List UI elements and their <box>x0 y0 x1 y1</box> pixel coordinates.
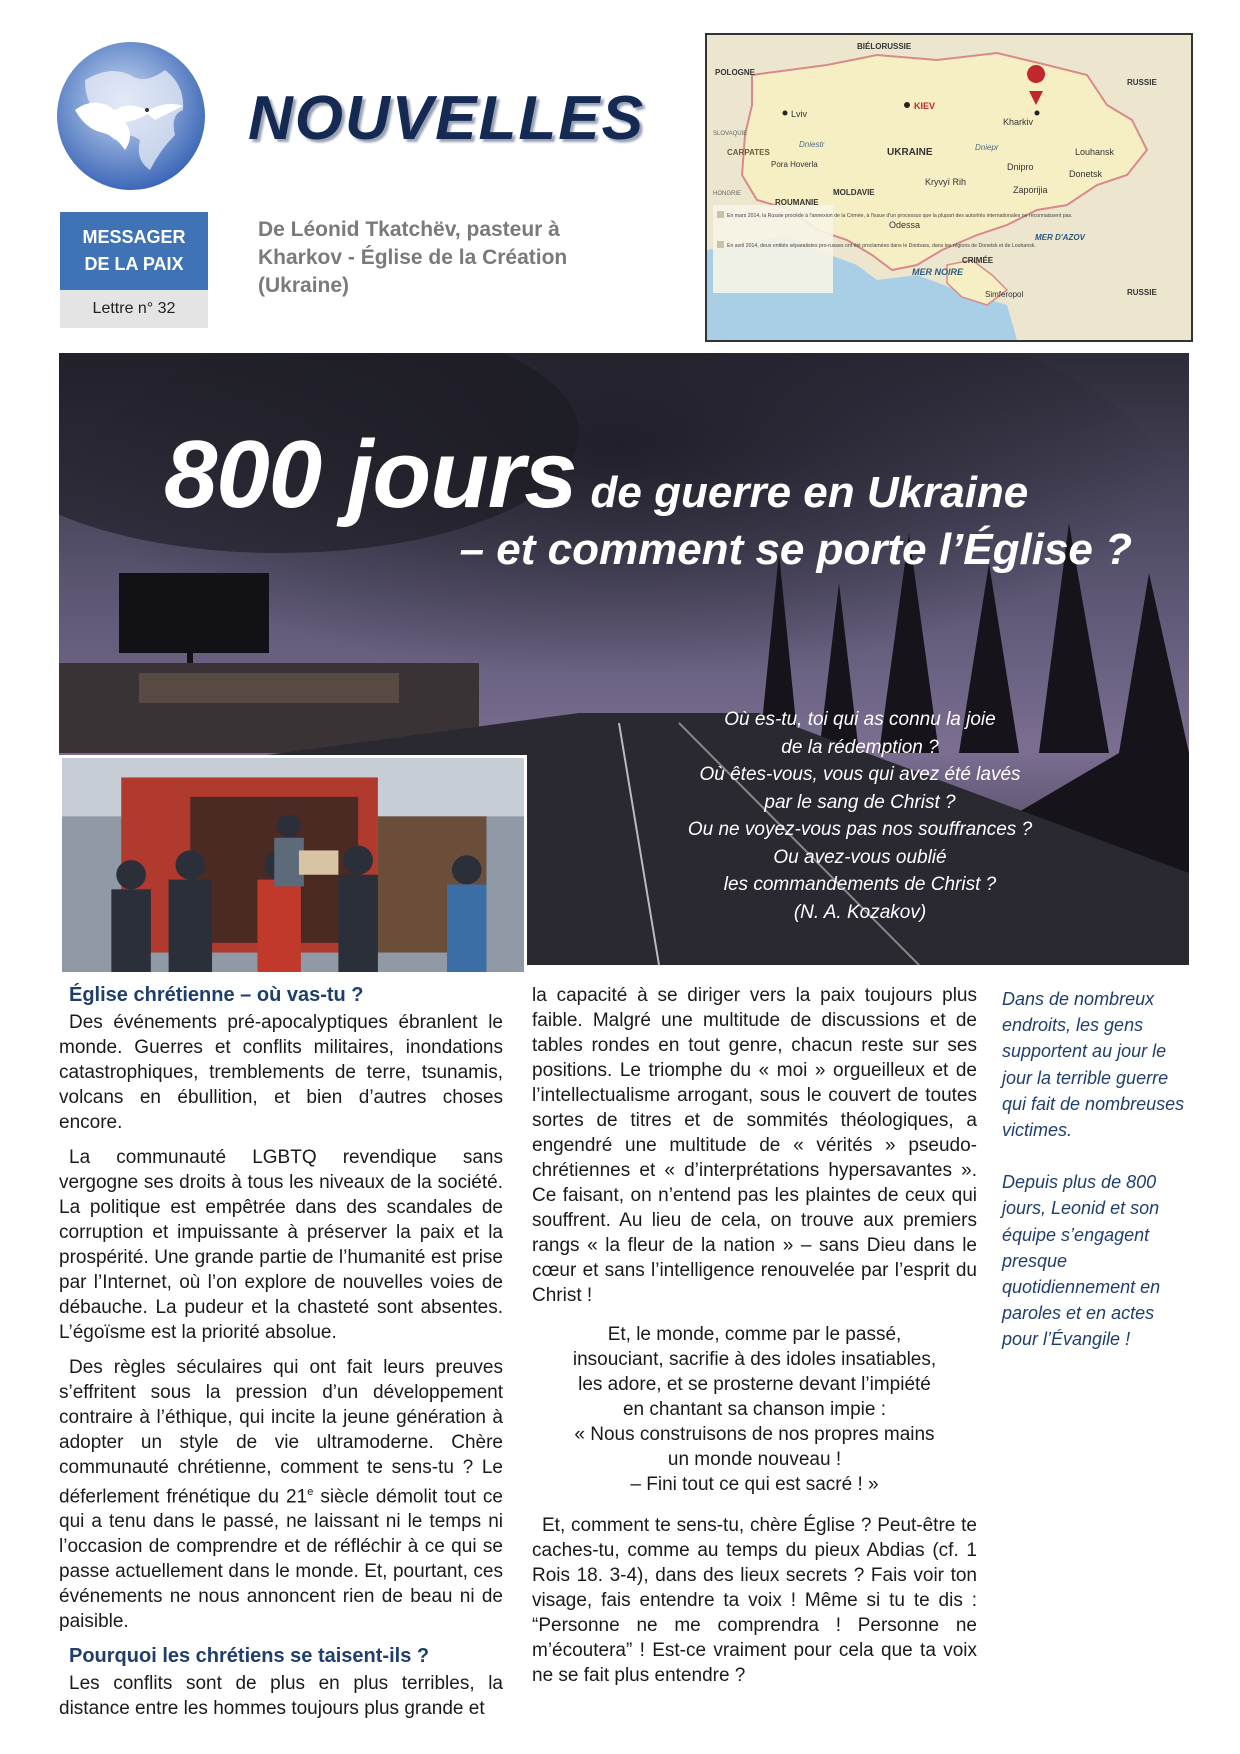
headline-big: 800 jours <box>164 421 577 528</box>
poem-line: Ou ne voyez-vous pas nos souffrances ? <box>687 819 1033 840</box>
article-column-1 <box>59 983 503 1731</box>
sidebar-note <box>1002 986 1192 1379</box>
poem-attribution: (N. A. Kozakov) <box>793 901 927 923</box>
map-label-roumanie: ROUMANIE <box>775 198 819 207</box>
ukraine-map <box>705 33 1193 342</box>
newsletter-title: NOUVELLES <box>248 84 645 153</box>
map-label-zaporijia: Zaporijia <box>1013 185 1048 195</box>
map-label-slovaquie: SLOVAQUIE <box>713 131 748 137</box>
letter-number: Lettre n° 32 <box>60 290 208 328</box>
headline-line-2: – et comment se porte l’Église ? <box>459 525 1132 574</box>
map-label-hoverla: Pora Hoverla <box>771 160 818 169</box>
verse-line: « Nous construisons de nos propres mains <box>574 1424 935 1445</box>
verse-line: un monde nouveau ! <box>667 1449 842 1470</box>
paragraph <box>59 1355 503 1634</box>
ordinal-superscript: e <box>307 1486 314 1498</box>
poem-quote <box>620 706 1100 926</box>
map-label-hongrie: HONGRIE <box>713 191 742 197</box>
author-line-2: Kharkov - Église de la Création <box>258 246 568 269</box>
paragraph: Les conflits sont de plus en plus terribles, la distance entre les hommes toujours plus grande et <box>59 1673 503 1720</box>
article-column-2 <box>532 983 977 1698</box>
badge-line-2: DE LA PAIX <box>84 254 184 274</box>
map-label-pologne: POLOGNE <box>715 68 756 77</box>
verse-block <box>532 1322 977 1497</box>
map-label-ukraine: UKRAINE <box>887 147 933 158</box>
map-label-dniepr: Dniepr <box>975 143 999 152</box>
sidebar-paragraph: Depuis plus de 800 jours, Leonid et son équipe s’engagent presque quotidiennement en paroles et en actes pour l’Évangile ! <box>1002 1172 1161 1350</box>
map-label-carpates: CARPATES <box>727 148 770 157</box>
map-label-russie-north: RUSSIE <box>1127 78 1157 87</box>
author-block <box>258 216 638 300</box>
map-label-odessa: Odessa <box>889 220 921 230</box>
headline-line-1 <box>164 420 1028 530</box>
paragraph: la capacité à se diriger vers la paix toujours plus faible. Malgré une multitude de discussions et de tables rondes en tout genre, chacun reste sur ses positions. Le triomphe du « moi » orgueilleux et de l’intellectualisme arrogant, sous le couvert de toutes sortes de titres et de sommités théologiques, a engendré une multitude de « vérités » pseudo-chrétiennes et « d’interprétations hypersavantes ». Ce faisant, on n’entend pas les plaintes de ceux qui souffrent. Au lieu de cela, on trouve aux premiers rangs « la fleur de la nation » – sans Dieu dans le cœur et sans l’intelligence renouvelée par l’esprit du Christ ! <box>532 985 977 1306</box>
paragraph: Et, comment te sens-tu, chère Église ? Peut-être te caches-tu, comme au temps du pieux Abdias (cf. 1 Rois 18. 3-4), dans des lieux secrets ? Fais voir ton visage, fais entendre ta voix ! Même si tu te dis : “Personne ne me comprendra ! Personne ne m’écoutera” ! Est-ce vraiment pour cela que ta voix ne se fait plus entendre ? <box>532 1515 977 1686</box>
map-label-moldavie: MOLDAVIE <box>833 188 875 197</box>
map-label-dnipro: Dnipro <box>1007 162 1034 172</box>
poem-line: par le sang de Christ ? <box>764 791 956 813</box>
verse-line: insouciant, sacrifie à des idoles insatiables, <box>572 1349 937 1370</box>
poem-line: les commandements de Christ ? <box>723 874 997 895</box>
map-label-bielorussie: BIÉLORUSSIE <box>857 42 912 51</box>
author-line-3: (Ukraine) <box>258 274 350 297</box>
map-label-kharkiv: Kharkiv <box>1003 117 1034 127</box>
map-label-russie-south: RUSSIE <box>1127 288 1157 297</box>
poem-line: Où es-tu, toi qui as connu la joie <box>724 709 996 730</box>
paragraph-part: siècle démolit tout ce qui a tenu dans le passé, ne laissant ni le temps ni l’occasion de comprendre et de réfléchir à ce qui se passe actuellement dans le monde. Et, pourtant, ces événements ne nous annoncent rien de beau ni de paisible. <box>59 1486 503 1633</box>
map-label-simferopol: Simferopol <box>985 290 1024 299</box>
map-label-mer-azov: MER D'AZOV <box>1035 233 1085 242</box>
paragraph-part: Des règles séculaires qui ont fait leurs preuves s’effritent sous la pression d’un développement contraire à l’éthique, qui incite la jeune génération à adopter un style de vie ultramoderne. Chère communauté chrétienne, comment te sens-tu ? Le déferlement frénétique du 21 <box>59 1357 503 1508</box>
map-label-louhansk: Louhansk <box>1075 147 1115 157</box>
globe-dove-logo <box>55 40 207 192</box>
headline-small: de guerre en Ukraine <box>590 468 1029 517</box>
map-label-donetsk: Donetsk <box>1069 169 1103 179</box>
map-label-kryvyi-rih: Kryvyï Rih <box>925 177 967 187</box>
map-legend-2: En avril 2014, deux entités séparatistes pro-russes ont été proclamées dans le Donbass, dans les régions de Donetsk et de Louhansk. <box>727 243 1036 249</box>
sidebar-paragraph: Dans de nombreux endroits, les gens supportent au jour le jour la terrible guerre qui fait de nombreuses victimes. <box>1002 989 1185 1141</box>
poem-line: Ou avez-vous oublié <box>773 846 947 868</box>
map-label-kiev: KIEV <box>914 101 936 111</box>
map-label-lviv: Lviv <box>791 109 808 119</box>
verse-line: les adore, et se prosterne devant l’impiété <box>578 1374 931 1395</box>
section-heading: Église chrétienne – où vas-tu ? <box>69 984 364 1006</box>
map-label-dniestr: Dniestr <box>799 140 825 149</box>
aid-distribution-photo <box>59 755 527 975</box>
badge-line-1: MESSAGER <box>82 227 186 247</box>
map-legend-1: En mars 2014, la Russie procède à l'annexion de la Crimée, à l'issue d'un processus que la plupart des autorités internationales ne reconnaissent pas. <box>727 213 1073 219</box>
paragraph: La communauté LGBTQ revendique sans vergogne ses droits à tous les niveaux de la société. La politique est empêtrée dans des scandales de corruption et impuissante à préserver la paix et la prospérité. Une grande partie de l’humanité est prise par l’Internet, où l’on explore de nouvelles voies de débauche. La pudeur et la chasteté sont absentes. L’égoïsme est la priorité absolue. <box>59 1147 503 1343</box>
poem-line: de la rédemption ? <box>781 736 939 758</box>
publication-badge <box>60 212 208 290</box>
verse-line: Et, le monde, comme par le passé, <box>607 1324 902 1345</box>
author-line-1: De Léonid Tkatchëv, pasteur à <box>258 218 560 241</box>
map-label-mer-noire: MER NOIRE <box>912 267 964 277</box>
section-heading: Pourquoi les chrétiens se taisent-ils ? <box>69 1645 430 1668</box>
verse-line: – Fini tout ce qui est sacré ! » <box>630 1474 879 1495</box>
map-label-crimee: CRIMÉE <box>962 256 994 265</box>
poem-line: Où êtes-vous, vous qui avez été lavés <box>699 764 1021 785</box>
verse-line: en chantant sa chanson impie : <box>622 1399 886 1420</box>
paragraph: Des événements pré-apocalyptiques ébranlent le monde. Guerres et conflits militaires, inondations catastrophiques, tremblements de terre, tsunamis, volcans en ébullition, et bien d’autres choses encore. <box>59 1012 503 1133</box>
